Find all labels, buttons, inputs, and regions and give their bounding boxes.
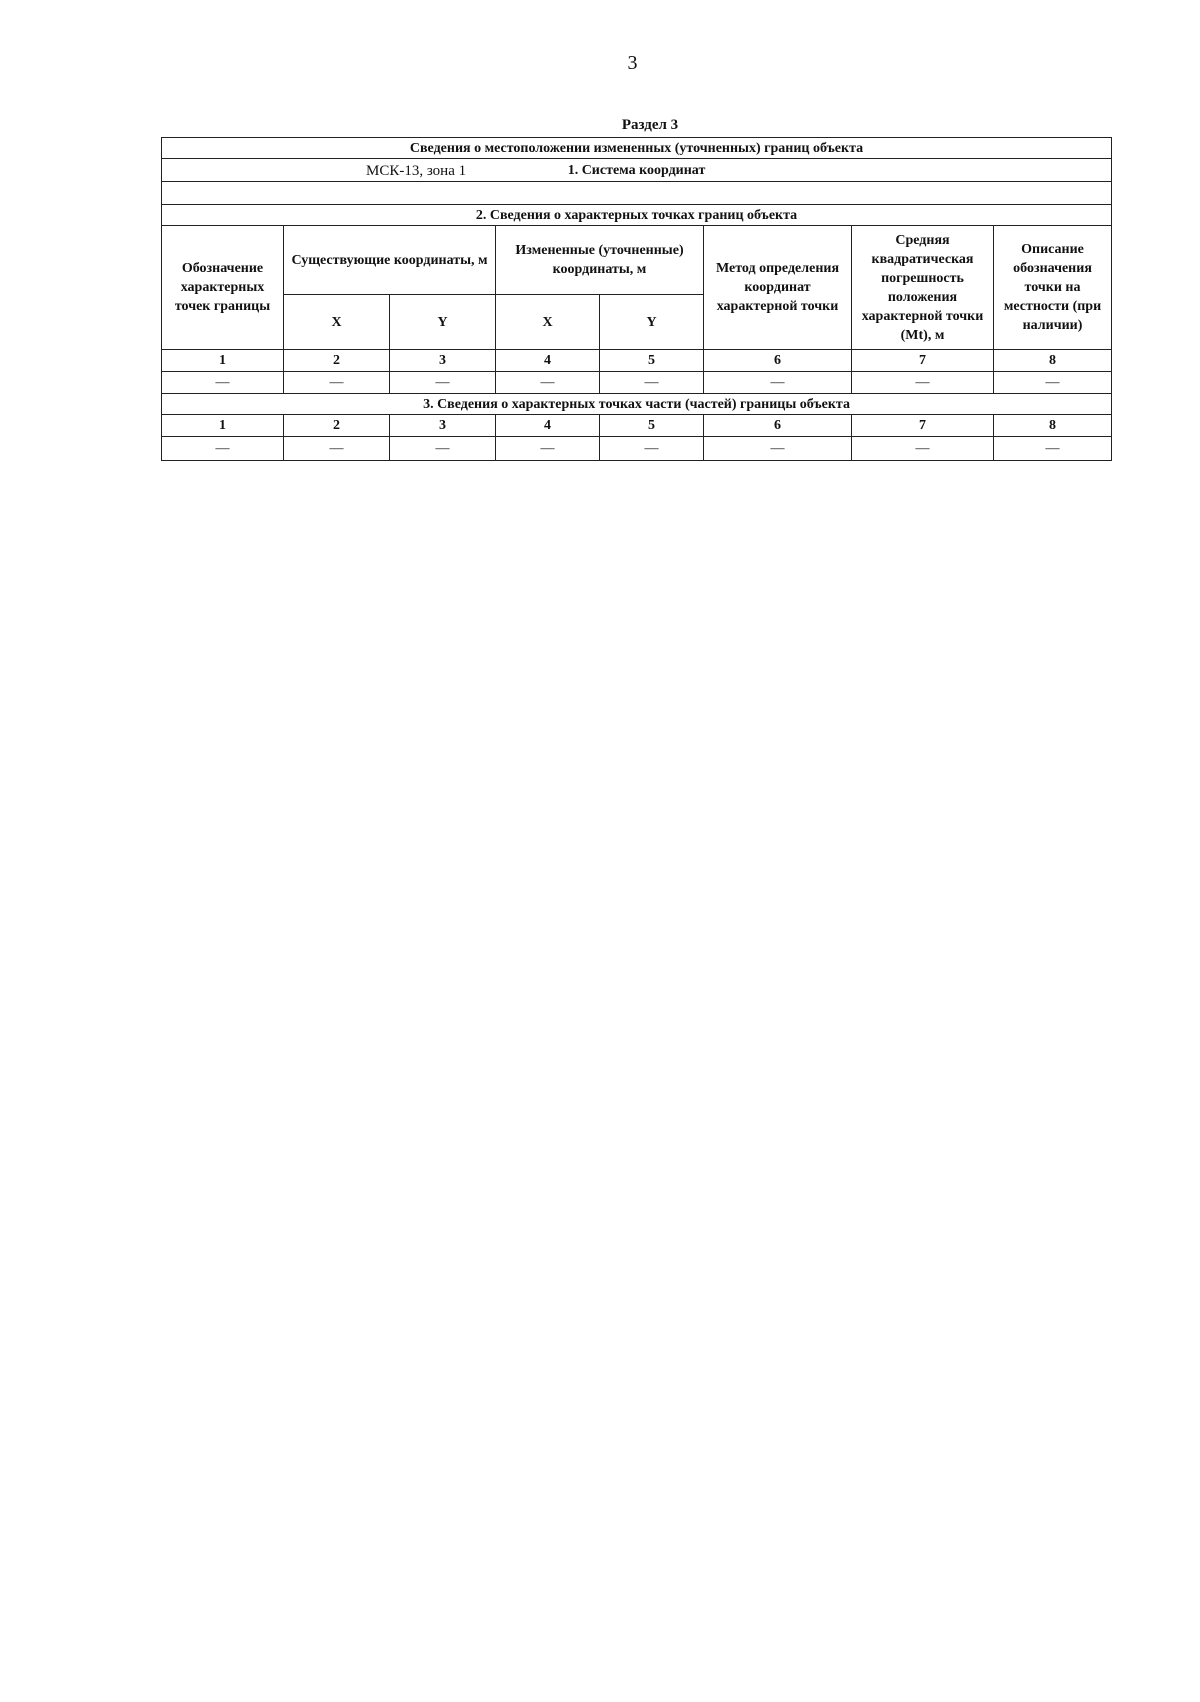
header-point-designation: Обозначение характерных точек границы	[162, 226, 284, 350]
column-number: 1	[162, 415, 284, 437]
table-cell: —	[600, 372, 704, 394]
boundary-table	[161, 137, 1112, 461]
column-number: 4	[496, 350, 600, 372]
header-changed-coords: Измененные (уточненные) координаты, м	[496, 226, 704, 295]
section3-title: 3. Сведения о характерных точках части (частей) границы объекта	[162, 394, 1112, 415]
coord-system-label: 1. Система координат	[567, 162, 706, 178]
table-cell: —	[852, 372, 994, 394]
table-cell: —	[496, 372, 600, 394]
header-existing-y: Y	[390, 295, 496, 350]
column-number: 3	[390, 415, 496, 437]
table-cell: —	[496, 437, 600, 461]
table-cell: —	[994, 372, 1112, 394]
header-method: Метод определения координат характерной точки	[704, 226, 852, 350]
table-cell: —	[994, 437, 1112, 461]
header-existing-coords: Существующие координаты, м	[284, 226, 496, 295]
column-number: 4	[496, 415, 600, 437]
table-cell: —	[284, 437, 390, 461]
table-cell: —	[852, 437, 994, 461]
table-banner: Сведения о местоположении измененных (уточненных) границ объекта	[162, 138, 1112, 159]
column-number: 5	[600, 350, 704, 372]
header-changed-y: Y	[600, 295, 704, 350]
column-number: 2	[284, 350, 390, 372]
header-existing-x: X	[284, 295, 390, 350]
coord-system-value: МСК-13, зона 1	[366, 162, 1098, 182]
table-cell: —	[162, 372, 284, 394]
table-cell: —	[390, 437, 496, 461]
page-number: 3	[627, 52, 638, 74]
header-mean-error: Средняя квадратическая погрешность положения характерной точки (Mt), м	[852, 226, 994, 350]
header-changed-x: X	[496, 295, 600, 350]
table-cell: —	[704, 372, 852, 394]
table-cell: —	[704, 437, 852, 461]
column-number: 6	[704, 350, 852, 372]
column-number: 7	[852, 350, 994, 372]
coord-system-spacer	[162, 182, 1112, 205]
column-number: 3	[390, 350, 496, 372]
column-number: 6	[704, 415, 852, 437]
column-number: 5	[600, 415, 704, 437]
column-number: 2	[284, 415, 390, 437]
column-number: 8	[994, 415, 1112, 437]
table-cell: —	[600, 437, 704, 461]
column-number: 7	[852, 415, 994, 437]
section2-title: 2. Сведения о характерных точках границ объекта	[162, 205, 1112, 226]
header-description: Описание обозначения точки на местности (при наличии)	[994, 226, 1112, 350]
table-cell: —	[162, 437, 284, 461]
section-title: Раздел 3	[621, 117, 679, 133]
column-number: 1	[162, 350, 284, 372]
table-cell: —	[390, 372, 496, 394]
table-cell: —	[284, 372, 390, 394]
column-number: 8	[994, 350, 1112, 372]
